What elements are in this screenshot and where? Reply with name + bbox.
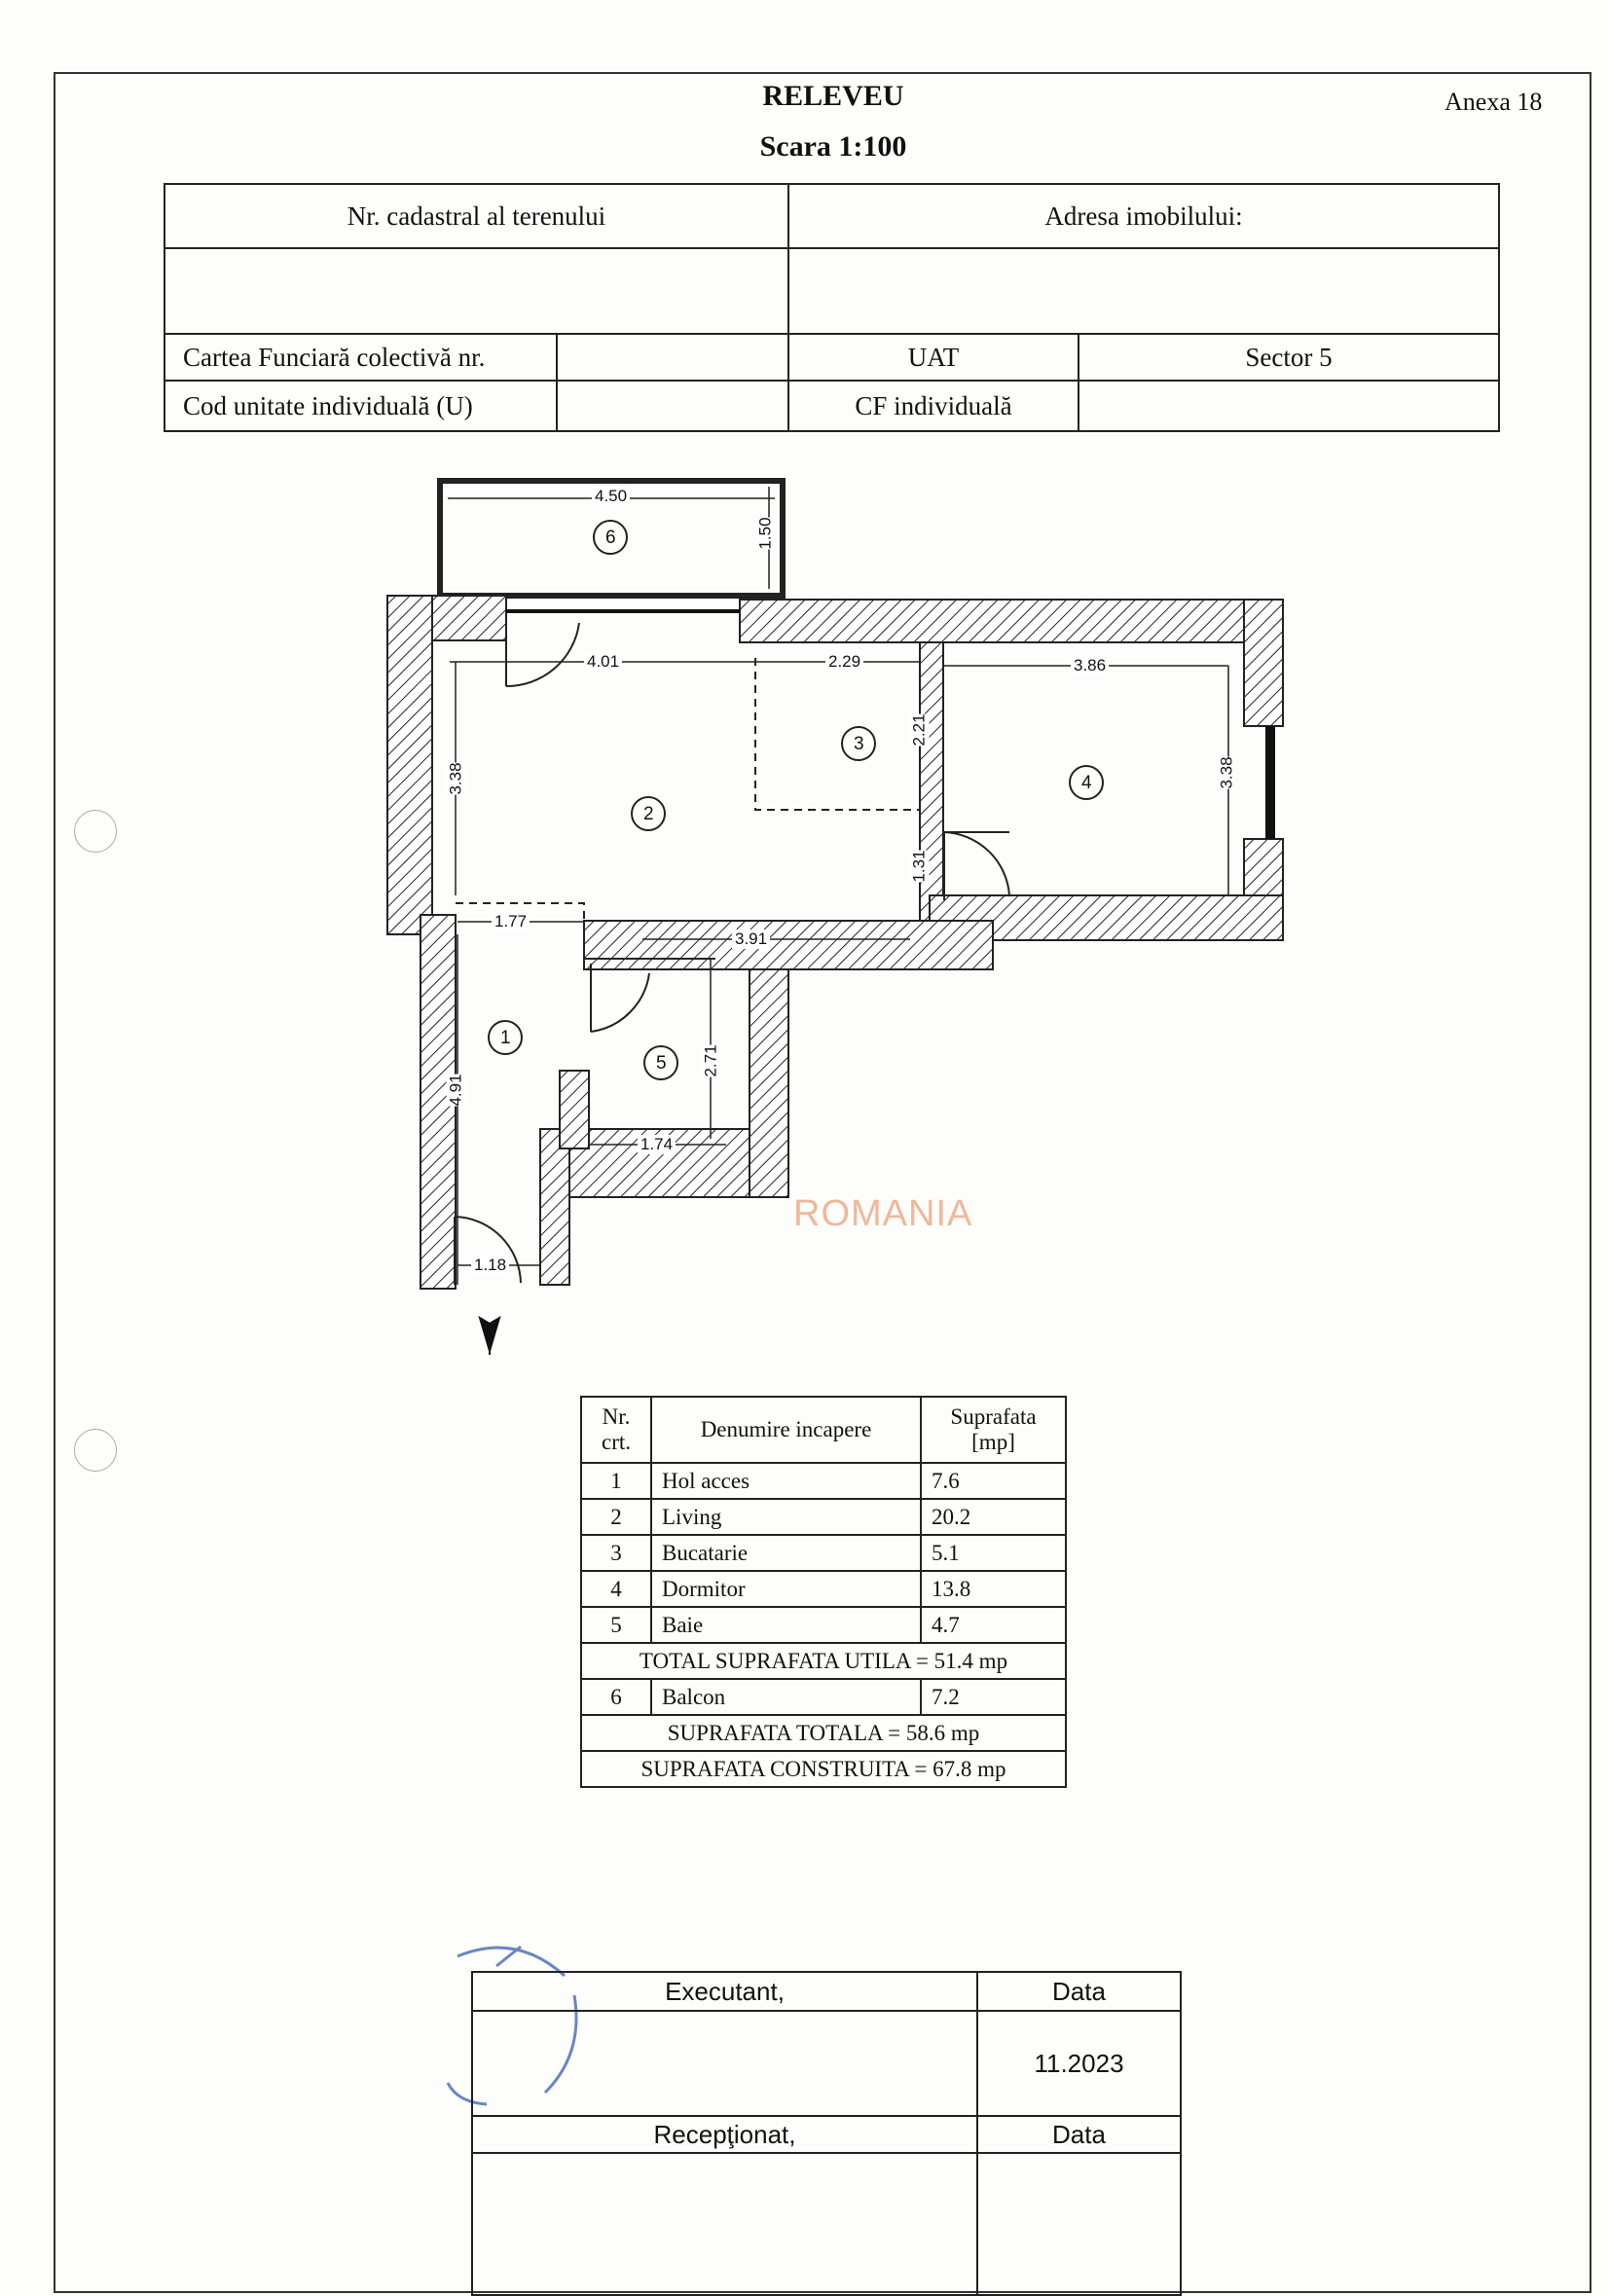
room-number-3: 3	[854, 734, 864, 754]
executant-label: Executant,	[472, 1972, 977, 2011]
built-area-row: SUPRAFATA CONSTRUITA = 67.8 mp	[581, 1751, 1066, 1787]
room-table	[580, 1396, 1067, 1788]
table-row	[581, 1499, 1066, 1535]
unit-code-label: Cod unitate individuală (U)	[165, 381, 557, 431]
col-name-header: Denumire incapere	[651, 1397, 921, 1463]
total-area-row: SUPRAFATA TOTALA = 58.6 mp	[581, 1715, 1066, 1751]
room-number-4: 4	[1081, 773, 1092, 793]
table-row	[581, 1571, 1066, 1607]
received-signature	[472, 2153, 977, 2295]
date-value: 11.2023	[977, 2011, 1181, 2116]
watermark: ROMANIA	[793, 1193, 973, 1234]
document-scale: Scara 1:100	[759, 130, 907, 163]
dim-bath-depth: 2.71	[701, 1044, 720, 1077]
cell-area: 7.6	[921, 1463, 1066, 1499]
cell-name: Balcon	[651, 1679, 921, 1715]
col-area-header: Suprafata [mp]	[921, 1397, 1066, 1463]
dim-kitchen-width: 2.29	[825, 652, 863, 672]
cell-name: Dormitor	[651, 1571, 921, 1607]
table-row	[581, 1679, 1066, 1715]
cf-collective-label: Cartea Funciară colectivă nr.	[165, 334, 557, 381]
dim-bath-width: 1.74	[638, 1135, 676, 1154]
dim-living-width: 4.01	[584, 652, 622, 672]
cell-area: 13.8	[921, 1571, 1066, 1607]
cell-name: Living	[651, 1499, 921, 1535]
cell-name: Hol acces	[651, 1463, 921, 1499]
punch-hole	[74, 1429, 117, 1472]
dim-living-side: 1.31	[909, 850, 929, 883]
date-label: Data	[977, 1972, 1181, 2011]
cell-area: 7.2	[921, 1679, 1066, 1715]
cell-nr: 2	[581, 1499, 651, 1535]
uat-value: Sector 5	[1079, 334, 1499, 381]
cell-name: Bucatarie	[651, 1535, 921, 1571]
signature-table	[471, 1971, 1182, 2296]
dim-balcony-depth: 1.50	[755, 517, 775, 550]
cell-nr: 3	[581, 1535, 651, 1571]
walls	[387, 596, 1283, 1289]
dim-balcony-width: 4.50	[592, 487, 630, 506]
total-useful-row: TOTAL SUPRAFATA UTILA = 51.4 mp	[581, 1643, 1066, 1679]
window	[1265, 726, 1275, 839]
address-label: Adresa imobilului:	[788, 184, 1499, 248]
cell-nr: 6	[581, 1679, 651, 1715]
dim-bedroom-depth: 3.38	[1217, 756, 1236, 789]
dim-living-depth: 3.38	[446, 762, 465, 795]
date-label-2: Data	[977, 2116, 1181, 2153]
dim-entrance-width: 1.18	[471, 1256, 509, 1275]
cell-area: 4.7	[921, 1607, 1066, 1643]
table-row	[581, 1463, 1066, 1499]
annex-label: Anexa 18	[1444, 88, 1543, 116]
room-number-1: 1	[500, 1028, 511, 1048]
cell-area: 20.2	[921, 1499, 1066, 1535]
entrance-arrow-icon	[480, 1318, 499, 1355]
executant-signature	[472, 2011, 977, 2116]
dim-hall-depth: 4.91	[446, 1074, 465, 1107]
dim-hall-width: 1.77	[492, 912, 530, 931]
cell-name: Baie	[651, 1607, 921, 1643]
room-number-6: 6	[605, 528, 616, 548]
cell-area: 5.1	[921, 1535, 1066, 1571]
table-row	[581, 1535, 1066, 1571]
cell-nr: 4	[581, 1571, 651, 1607]
dim-kitchen-depth: 2.21	[909, 713, 929, 747]
document-title: RELEVEU	[762, 80, 904, 112]
uat-label: UAT	[788, 334, 1079, 381]
received-label: Recepţionat,	[472, 2116, 977, 2153]
col-nr-header: Nr. crt.	[581, 1397, 651, 1463]
cell-nr: 5	[581, 1607, 651, 1643]
received-date	[977, 2153, 1181, 2295]
room-number-2: 2	[643, 804, 654, 824]
dim-bedroom-width: 3.86	[1071, 656, 1109, 675]
dim-living-bottom: 3.91	[732, 929, 770, 949]
cadastral-label: Nr. cadastral al terenului	[165, 184, 788, 248]
cf-individual-label: CF individuală	[788, 381, 1079, 431]
dashed-boundaries	[456, 658, 920, 934]
cell-nr: 1	[581, 1463, 651, 1499]
room-number-5: 5	[656, 1053, 667, 1074]
table-row	[581, 1607, 1066, 1643]
